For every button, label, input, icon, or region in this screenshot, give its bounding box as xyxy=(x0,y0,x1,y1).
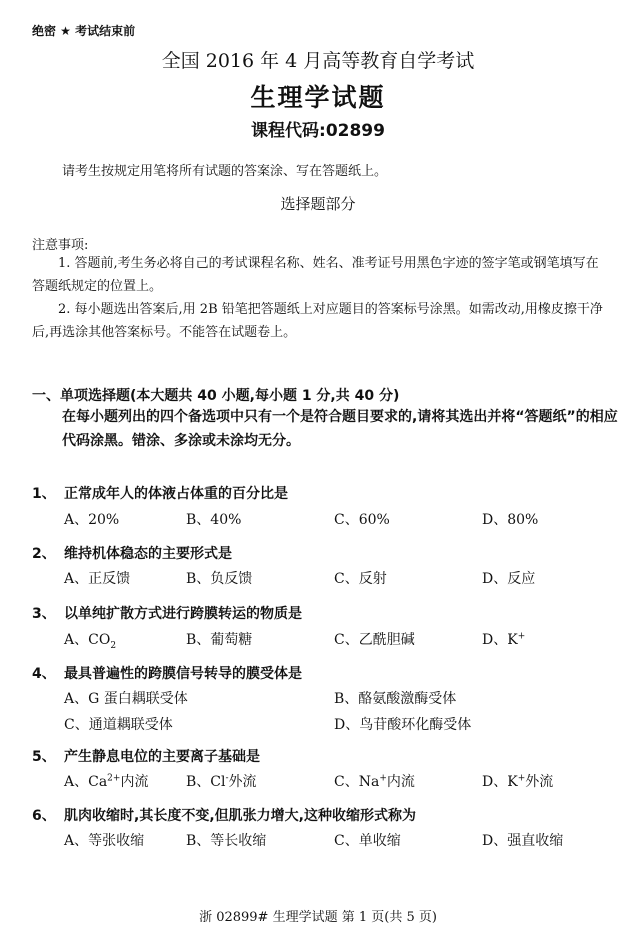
page-footer: 浙 02899# 生理学试题 第 1 页(共 5 页) xyxy=(199,910,437,925)
question-number: 6、 xyxy=(32,808,56,824)
question-text: 以单纯扩散方式进行跨膜转运的物质是 xyxy=(64,606,302,622)
option-b: B、40% xyxy=(186,512,242,528)
option-a: A、等张收缩 xyxy=(64,833,145,849)
option-a: A、20% xyxy=(64,512,120,528)
section-title: 选择题部分 xyxy=(280,195,356,213)
option-c: C、60% xyxy=(334,512,390,528)
option-d: D、K+外流 xyxy=(482,773,554,790)
part-description: 在每小题列出的四个备选项中只有一个是符合题目要求的,请将其选出并将“答题纸”的相应代码涂黑。错涂、多涂或未涂均无分。 xyxy=(62,409,618,449)
question-number: 4、 xyxy=(32,666,56,682)
option-b: B、葡萄糖 xyxy=(186,632,253,648)
question-number: 2、 xyxy=(32,546,56,562)
subject-title: 生理学试题 xyxy=(250,83,386,112)
option-d: D、强直收缩 xyxy=(482,833,564,849)
question-text: 最具普遍性的跨膜信号转导的膜受体是 xyxy=(64,666,302,682)
exam-title: 全国 2016 年 4 月高等教育自学考试 xyxy=(161,50,475,72)
option-c: C、反射 xyxy=(334,571,387,587)
course-code: 课程代码:02899 xyxy=(251,121,385,141)
option-b: B、酪氨酸激酶受体 xyxy=(334,691,457,707)
option-b: B、等长收缩 xyxy=(186,833,267,849)
option-b: B、Cl-外流 xyxy=(186,773,257,790)
general-instruction: 请考生按规定用笔将所有试题的答案涂、写在答题纸上。 xyxy=(62,164,388,179)
question-text: 产生静息电位的主要离子基础是 xyxy=(64,749,260,765)
option-d: D、80% xyxy=(482,512,539,528)
question-number: 1、 xyxy=(32,486,56,502)
option-a: A、G 蛋白耦联受体 xyxy=(64,691,188,707)
option-c: C、通道耦联受体 xyxy=(64,717,173,733)
option-c: C、Na+内流 xyxy=(334,773,415,790)
question-text: 正常成年人的体液占体重的百分比是 xyxy=(64,486,288,502)
option-d: D、反应 xyxy=(482,571,536,587)
option-d: D、K+ xyxy=(482,631,526,648)
part-title: 一、单项选择题(本大题共 40 小题,每小题 1 分,共 40 分) xyxy=(32,388,400,404)
notes-label: 注意事项: xyxy=(32,238,89,253)
option-c: C、单收缩 xyxy=(334,833,401,849)
option-b: B、负反馈 xyxy=(186,571,253,587)
option-a: A、正反馈 xyxy=(64,571,131,587)
option-a: A、$Ca^{2+}$内流 xyxy=(64,773,149,790)
option-d: D、鸟苷酸环化酶受体 xyxy=(334,717,472,733)
secret-mark: 绝密 ★ 考试结束前 xyxy=(32,24,136,38)
question-number: 5、 xyxy=(32,749,56,765)
question-number: 3、 xyxy=(32,606,56,622)
note-item: 1. 答题前,考生务必将自己的考试课程名称、姓名、准考证号用黑色字迹的签字笔或钢笔填写在答题纸规定的位置上。 xyxy=(32,256,599,294)
question-text: 维持机体稳态的主要形式是 xyxy=(64,546,232,562)
option-a: A、$CO_2$ xyxy=(64,632,117,651)
option-c: C、乙酰胆碱 xyxy=(334,632,415,648)
question-text: 肌肉收缩时,其长度不变,但肌张力增大,这种收缩形式称为 xyxy=(64,808,416,824)
note-item: 2. 每小题选出答案后,用 2B 铅笔把答题纸上对应题目的答案标号涂黑。如需改动,用橡皮擦干净后,再选涂其他答案标号。不能答在试题卷上。 xyxy=(32,302,603,340)
